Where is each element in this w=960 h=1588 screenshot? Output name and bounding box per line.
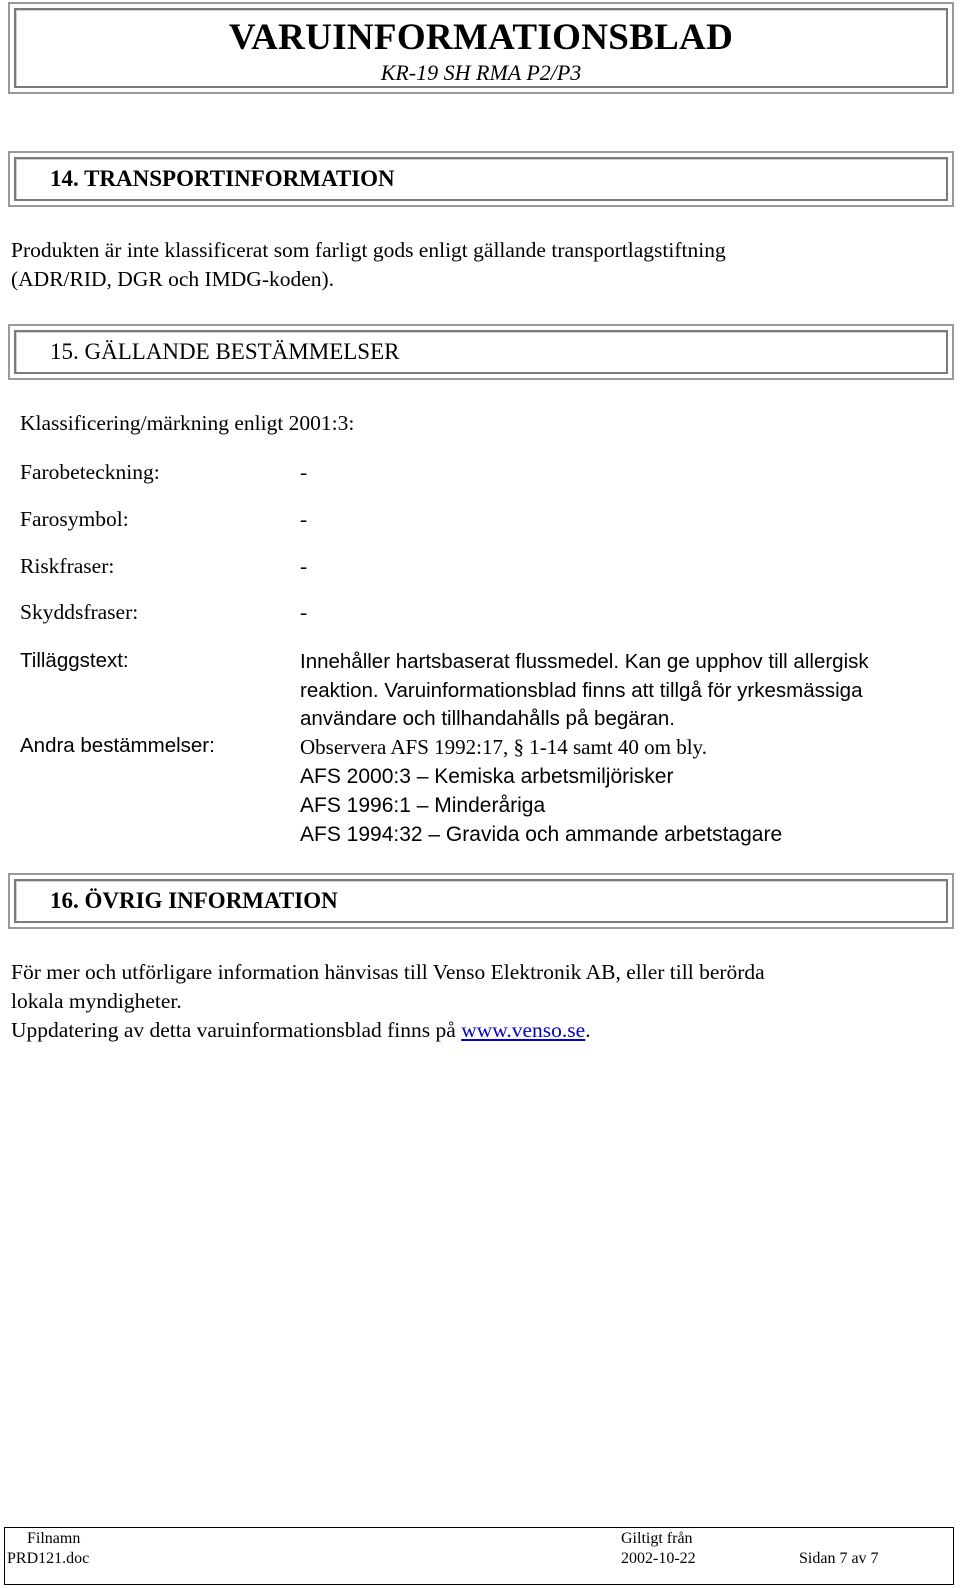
document-title: VARUINFORMATIONSBLAD (228, 17, 734, 58)
farobeteckning-label: Farobeteckning: (20, 460, 160, 484)
update-text: Uppdatering av detta varuinformationsblad finns på (11, 1018, 462, 1042)
tillaggstext-label: Tilläggstext: (20, 649, 129, 672)
section-16-text-line-3 (11, 1016, 591, 1045)
section-14-text-line-1: Produkten är inte klassificerat som farligt gods enligt gällande transportlagstiftning (11, 238, 726, 262)
section-16-header (8, 873, 954, 929)
page-number: Sidan 7 av 7 (799, 1550, 879, 1567)
andra-bestammelser-label: Andra bestämmelser: (20, 734, 215, 757)
filename-value: PRD121.doc (7, 1550, 90, 1567)
regulation-line: AFS 2000:3 – Kemiska arbetsmiljörisker (300, 765, 674, 788)
tillaggstext-line: reaktion. Varuinformationsblad finns att tillgå för yrkesmässiga (300, 678, 863, 702)
section-16-text-line-1: För mer och utförligare information hänvisas till Venso Elektronik AB, eller till berörda (11, 960, 765, 984)
section-14-header (8, 151, 954, 207)
skyddsfraser-value: - (300, 600, 308, 624)
tillaggstext-line: användare och tillhandahålls på begäran. (300, 707, 675, 730)
section-16-title: 16. ÖVRIG INFORMATION (50, 888, 338, 913)
valid-from-date: 2002-10-22 (621, 1550, 696, 1567)
regulation-line: Observera AFS 1992:17, § 1-14 samt 40 om bly. (300, 735, 707, 759)
page-footer (4, 1527, 954, 1585)
filename-label: Filnamn (27, 1530, 81, 1547)
section-14-text-line-2: (ADR/RID, DGR och IMDG-koden). (11, 267, 335, 291)
tillaggstext-value (300, 648, 869, 734)
farobeteckning-value: - (300, 460, 308, 484)
tillaggstext-line: Innehåller hartsbaserat flussmedel. Kan ge upphov till allergisk (300, 650, 869, 673)
document-subtitle: KR-19 SH RMA P2/P3 (380, 60, 582, 85)
regulation-line: AFS 1996:1 – Minderåriga (300, 794, 546, 817)
classification-intro: Klassificering/märkning enligt 2001:3: (20, 411, 355, 435)
andra-bestammelser-value (300, 733, 782, 849)
riskfraser-label: Riskfraser: (20, 554, 115, 578)
document-header (8, 2, 954, 94)
section-16-text-line-2: lokala myndigheter. (11, 989, 182, 1013)
riskfraser-value: - (300, 554, 308, 578)
farosymbol-value: - (300, 507, 308, 531)
venso-website-link[interactable]: www.venso.se (461, 1018, 586, 1042)
farosymbol-label: Farosymbol: (20, 507, 129, 531)
section-14-title: 14. TRANSPORTINFORMATION (50, 166, 395, 191)
update-text-end: . (585, 1018, 591, 1042)
valid-from-label: Giltigt från (621, 1530, 693, 1547)
regulation-line: AFS 1994:32 – Gravida och ammande arbetstagare (300, 823, 783, 846)
section-15-title: 15. GÄLLANDE BESTÄMMELSER (50, 339, 400, 364)
section-15-header (8, 324, 954, 380)
skyddsfraser-label: Skyddsfraser: (20, 600, 139, 624)
